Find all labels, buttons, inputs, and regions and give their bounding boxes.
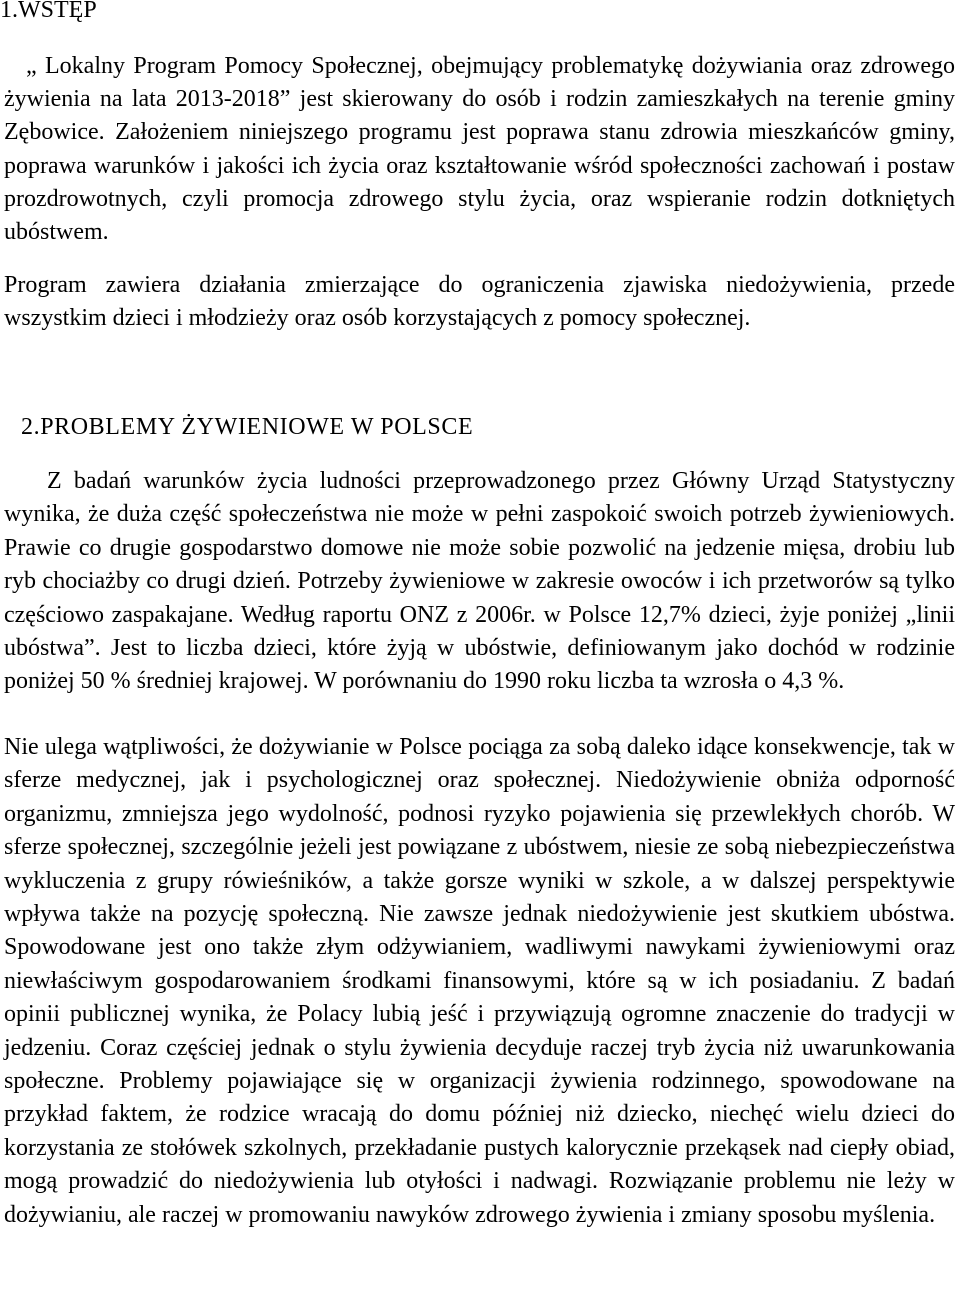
paragraph-consequences: Nie ulega wątpliwości, że dożywianie w Polsce pociąga za sobą daleko idące konsekwencje, tak w sferze medycznej, jak i psychologicznej oraz społecznej. Niedożywienie obniża odporność organizmu, zmniejsza jego wydolność, podnosi ryzyko pojawienia się przewlekłych chorób. W sferze społecznej, szczególnie jeżeli jest powiązane z ubóstwem, niesie ze sobą niebezpieczeństwa wykluczenia z grupy rówieśników, a także gorsze wyniki w szkole, a w dalszej perspektywie wpływa także na pozycję społeczną. Nie zawsze jednak niedożywienie jest skutkiem ubóstwa. Spowodowane jest ono także złym odżywianiem, wadliwymi nawykami żywieniowymi oraz niewłaściwym gospodarowaniem środkami finansowymi, które są w ich posiadaniu. Z badań opinii publicznej wynika, że Polacy lubią jeść i przywiązują ogromne znaczenie do tradycji w jedzeniu. Coraz częściej jednak o stylu żywienia decyduje raczej tryb życia niż uwarunkowania społeczne. Problemy pojawiające się w organizacji żywienia rodzinnego, spowodowane na przykład faktem, że rodzice wracają do domu później niż dziecko, niechęć wielu dzieci do korzystania ze stołówek szkolnych, przekładanie pustych kalorycznie przekąsek nad ciepły obiad, mogą prowadzić do niedożywienia lub otyłości i nadwagi. Rozwiązanie problemu nie leży w dożywianiu, ale raczej w promowaniu nawyków zdrowego żywienia i zmiany sposobu myślenia. — [4, 734, 955, 1228]
section-heading-nutrition-problems: 2.PROBLEMY ŻYWIENIOWE W POLSCE — [21, 414, 474, 440]
paragraph-program-actions: Program zawiera działania zmierzające do ograniczenia zjawiska niedożywienia, przede wszystkim dzieci i młodzieży oraz osób korzystających z pomocy społecznej. — [4, 272, 955, 331]
section-heading-introduction: 1.WSTĘP — [0, 0, 97, 23]
paragraph-gus-survey: Z badań warunków życia ludności przeprowadzonego przez Główny Urząd Statystyczny wynika, że duża część społeczeństwa nie może w pełni zaspokoić swoich potrzeb żywieniowych. Prawie co drugie gospodarstwo domowe nie może sobie pozwolić na jedzenie mięsa, drobiu lub ryb chociażby co drugi dzień. Potrzeby żywieniowe w zakresie owoców i ich przetworów są tylko częściowo zaspakajane. Według raportu ONZ z 2006r. w Polsce 12,7% dzieci, żyje poniżej „linii ubóstwa”. Jest to liczba dzieci, które żyją w ubóstwie, definiowanym jako dochód w rodzinie poniżej 50 % średniej krajowej. W porównaniu do 1990 roku liczba ta wzrosła o 4,3 %. — [4, 468, 955, 695]
paragraph-program-description: „ Lokalny Program Pomocy Społecznej, obejmujący problematykę dożywiania oraz zdrowego żywienia na lata 2013-2018” jest skierowany do osób i rodzin zamieszkałych na terenie gminy Zębowice. Założeniem niniejszego programu jest poprawa stanu zdrowia mieszkańców gminy, poprawa warunków i jakości ich życia oraz kształtowanie wśród społeczności zachowań i postaw prozdrowotnych, czyli promocja zdrowego stylu życia, oraz wspieranie rodzin dotkniętych ubóstwem. — [4, 53, 955, 246]
